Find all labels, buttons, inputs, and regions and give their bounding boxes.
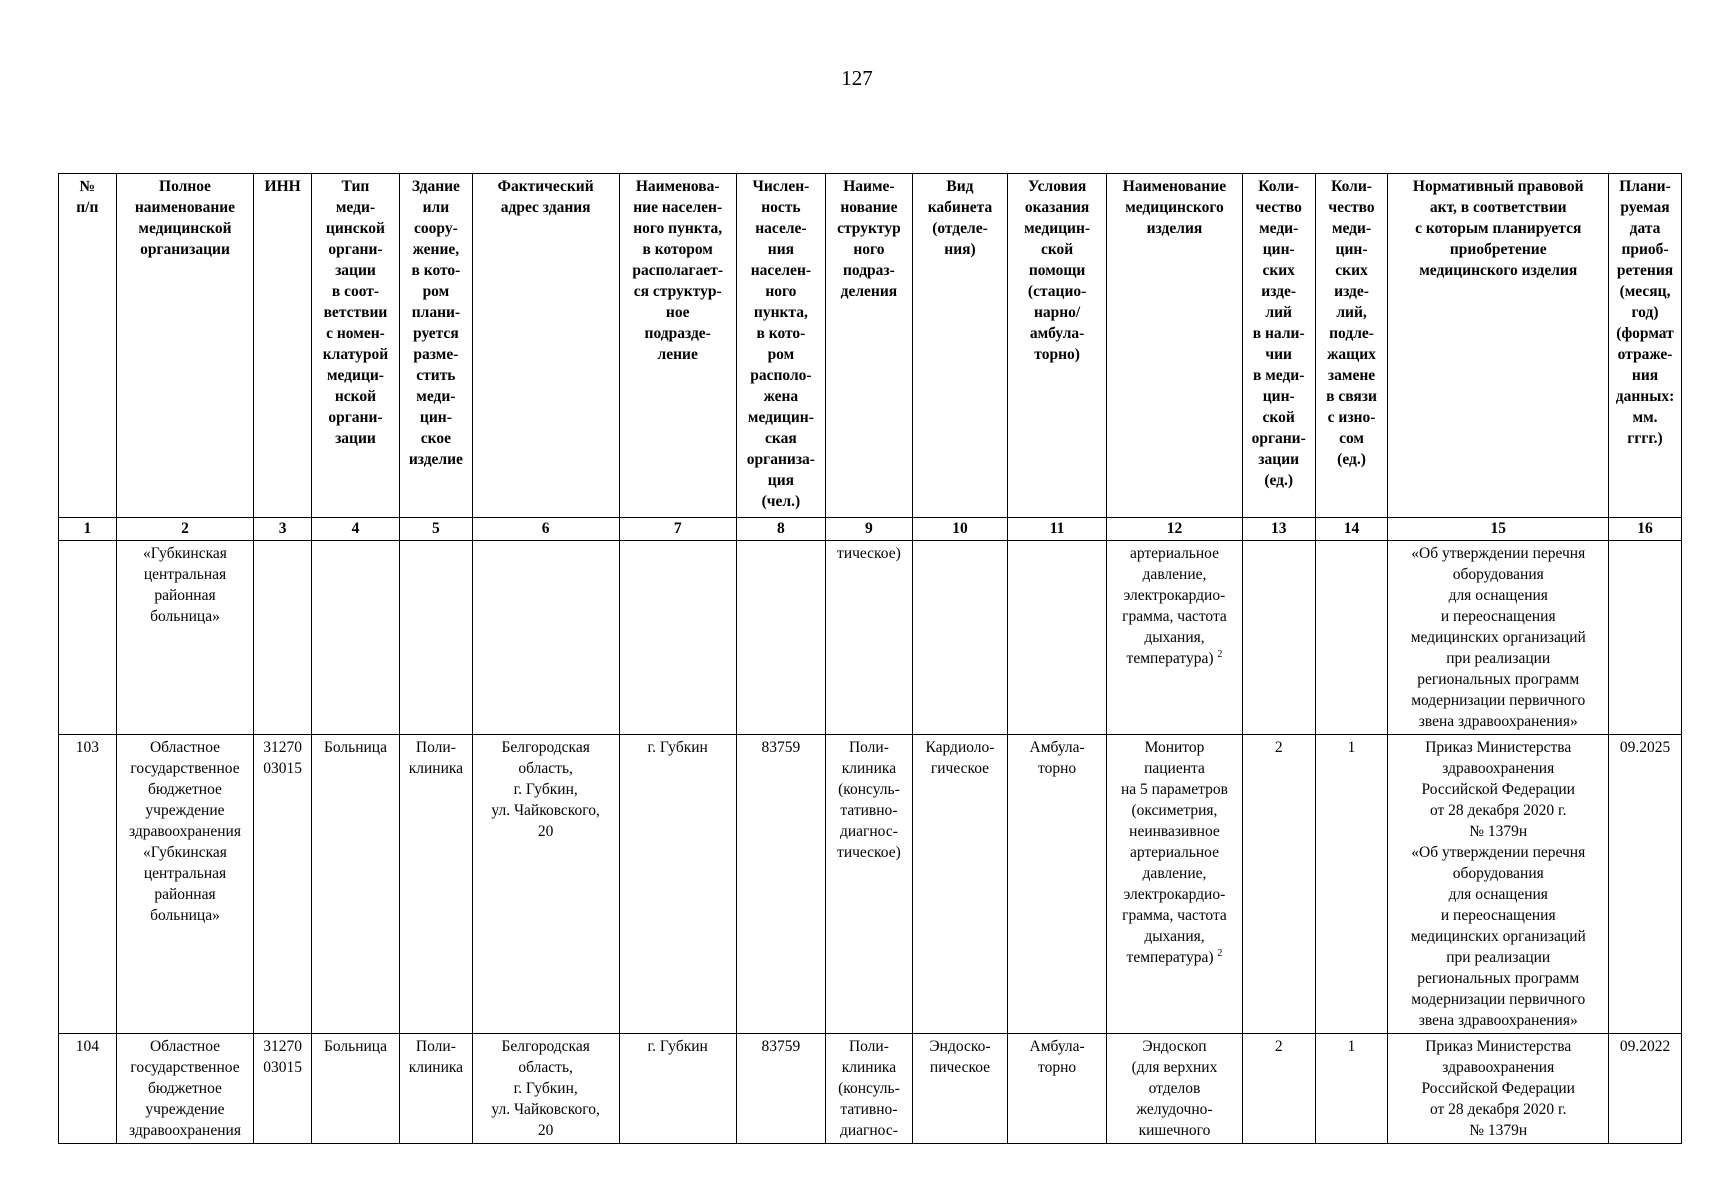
table-cell: «Губкинская центральная районная больница» [116, 541, 254, 735]
column-number: 9 [825, 518, 912, 541]
table-cell [1609, 541, 1682, 735]
table-cell: Больница [311, 1034, 399, 1144]
column-number: 10 [912, 518, 1007, 541]
column-number: 13 [1242, 518, 1315, 541]
table-cell: 31270 03015 [254, 1034, 312, 1144]
table-cell [1107, 541, 1243, 735]
header-cell: ИНН [254, 174, 312, 518]
table-cell: Амбула- торно [1008, 735, 1107, 1034]
table-cell: Поли- клиника (консуль- тативно- диагнос- [825, 1034, 912, 1144]
table-cell [311, 541, 399, 735]
header-cell: Здание или соору- жение, в кото- ром плани- руется разме- стить меди- цин- ское изделие [399, 174, 472, 518]
column-number: 7 [619, 518, 736, 541]
table-cell [912, 541, 1007, 735]
column-number: 4 [311, 518, 399, 541]
header-cell: Наименование медицинского изделия [1107, 174, 1243, 518]
table-cell: г. Губкин [619, 1034, 736, 1144]
table-cell [1242, 541, 1315, 735]
table-cell: Областное государственное бюджетное учреждение здравоохранения «Губкинская центральная районная больница» [116, 735, 254, 1034]
table-cell: Областное государственное бюджетное учреждение здравоохранения [116, 1034, 254, 1144]
table-row [59, 1034, 1682, 1144]
table-cell: 1 [1315, 1034, 1388, 1144]
column-number: 1 [59, 518, 117, 541]
table-cell: 1 [1315, 735, 1388, 1034]
header-cell: Полное наименование медицинской организации [116, 174, 254, 518]
column-number: 8 [736, 518, 825, 541]
table-cell: Амбула- торно [1008, 1034, 1107, 1144]
table-cell: Белгородская область, г. Губкин, ул. Чайковского, 20 [472, 735, 619, 1034]
table-cell: тическое) [825, 541, 912, 735]
header-row [59, 174, 1682, 518]
header-cell: Наименова- ние населен- ного пункта, в котором располагает- ся структур- ное подразде- ление [619, 174, 736, 518]
table-cell: Поли- клиника (консуль- тативно- диагнос- тическое) [825, 735, 912, 1034]
table-cell: 83759 [736, 1034, 825, 1144]
column-number: 2 [116, 518, 254, 541]
table-cell: 2 [1242, 1034, 1315, 1144]
equipment-table [58, 173, 1682, 1144]
header-cell: Коли- чество меди- цин- ских изде- лий в нали- чии в меди- цин- ской органи- зации (ед.) [1242, 174, 1315, 518]
header-cell: Нормативный правовой акт, в соответствии с которым планируется приобретение медицинского изделия [1388, 174, 1609, 518]
table-cell: Эндоскоп (для верхних отделов желудочно- кишечного [1107, 1034, 1243, 1144]
table-cell: Поли- клиника [399, 1034, 472, 1144]
column-number: 14 [1315, 518, 1388, 541]
header-cell: Тип меди- цинской органи- зации в соот- ветствии с номен- клатурой медици- нской органи- зации [311, 174, 399, 518]
table-cell: 09.2022 [1609, 1034, 1682, 1144]
table-cell [619, 541, 736, 735]
device-name-text: артериальное давление, электрокардио- грамма, частота дыхания, температура) [1122, 545, 1227, 667]
table-cell: Поли- клиника [399, 735, 472, 1034]
table-cell: Белгородская область, г. Губкин, ул. Чайковского, 20 [472, 1034, 619, 1144]
table-cell: «Об утверждении перечня оборудования для оснащения и переоснащения медицинских организаций при реализации региональных программ модернизации первичного звена здравоохранения» [1388, 541, 1609, 735]
device-name-text: Монитор пациента на 5 параметров (оксиметрия, неинвазивное артериальное давление, электрокардио- грамма, частота дыхания, температура) [1121, 739, 1228, 966]
column-number: 6 [472, 518, 619, 541]
table-cell: Кардиоло- гическое [912, 735, 1007, 1034]
table-cell: Приказ Министерства здравоохранения Российской Федерации от 28 декабря 2020 г. № 1379н [1388, 1034, 1609, 1144]
table-cell [736, 541, 825, 735]
table-row [59, 735, 1682, 1034]
header-cell: Фактический адрес здания [472, 174, 619, 518]
table-cell [1107, 735, 1243, 1034]
table-cell: Эндоско- пическое [912, 1034, 1007, 1144]
table-cell [254, 541, 312, 735]
table-cell [1315, 541, 1388, 735]
header-cell: № п/п [59, 174, 117, 518]
column-number: 3 [254, 518, 312, 541]
column-number-row [59, 518, 1682, 541]
header-cell: Наиме- нование структур ного подраз- деления [825, 174, 912, 518]
page-number: 127 [841, 66, 873, 90]
column-number: 16 [1609, 518, 1682, 541]
footnote-marker: 2 [1217, 648, 1223, 660]
header-cell: Плани- руемая дата приоб- ретения (месяц, год) (формат отраже- ния данных: мм. гггг.) [1609, 174, 1682, 518]
table-cell: Больница [311, 735, 399, 1034]
column-number: 5 [399, 518, 472, 541]
table-row [59, 541, 1682, 735]
row-number: 103 [59, 735, 117, 1034]
table-cell [59, 541, 117, 735]
table-cell [472, 541, 619, 735]
table-cell: г. Губкин [619, 735, 736, 1034]
table-cell: 83759 [736, 735, 825, 1034]
header-cell: Вид кабинета (отделе- ния) [912, 174, 1007, 518]
header-cell: Числен- ность населе- ния населен- ного пункта, в кото- ром располо- жена медицин- ская организа- ция (чел.) [736, 174, 825, 518]
column-number: 12 [1107, 518, 1243, 541]
table-cell [399, 541, 472, 735]
table-cell [1008, 541, 1107, 735]
table-cell: 2 [1242, 735, 1315, 1034]
table-cell: Приказ Министерства здравоохранения Российской Федерации от 28 декабря 2020 г. № 1379н «Об утверждении перечня оборудования для оснащения и переоснащения медицинских организаций при реализации региональных программ модернизации первичного звена здравоохранения» [1388, 735, 1609, 1034]
footnote-marker: 2 [1217, 947, 1223, 959]
table-cell: 31270 03015 [254, 735, 312, 1034]
column-number: 15 [1388, 518, 1609, 541]
table-cell: 09.2025 [1609, 735, 1682, 1034]
header-cell: Условия оказания медицин- ской помощи (стацио- нарно/ амбула- торно) [1008, 174, 1107, 518]
row-number: 104 [59, 1034, 117, 1144]
header-cell: Коли- чество меди- цин- ских изде- лий, подле- жащих замене в связи с изно- сом (ед.) [1315, 174, 1388, 518]
column-number: 11 [1008, 518, 1107, 541]
